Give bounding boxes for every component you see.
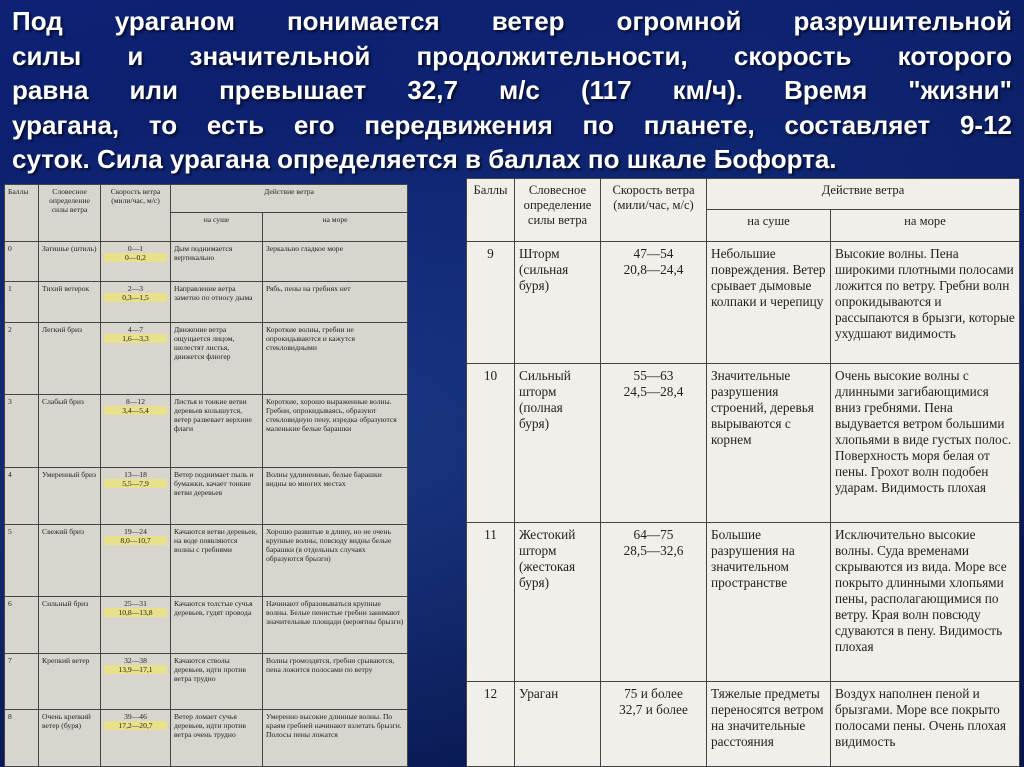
row-sea: Короткие, хорошо выраженные волны. Гребни, опрокидываясь, образуют стекловидную пену, изредка образуются маленькие белые барашки [263, 395, 408, 468]
row-sea: Высокие волны. Пена широкими плотными полосами ложится по ветру. Гребни волн опрокидываются и рассыпаются в брызги, которые ухудшают видимость [831, 241, 1020, 363]
header-points: Баллы [467, 179, 515, 242]
row-points: 2 [5, 322, 39, 395]
speed-ms: 1,6—3,3 [104, 334, 167, 343]
speed-mph: 8—12 [126, 397, 145, 407]
row-land: Направление ветра заметно по относу дыма [171, 282, 263, 323]
row-points: 10 [467, 363, 515, 522]
row-verbal: Сильный бриз [39, 597, 101, 654]
row-points: 7 [5, 653, 39, 710]
heading-line: урагана, то есть его передвижения по планете, составляет 9-12 [12, 109, 1012, 140]
speed-ms: 8,0—10,7 [104, 536, 167, 545]
speed-mph: 0—1 [127, 243, 144, 253]
row-points: 8 [5, 710, 39, 767]
speed-ms: 3,4—5,4 [104, 406, 167, 415]
speed-mph: 2—3 [127, 284, 144, 294]
header-speed: Скорость ветра (мили/час, м/с) [601, 179, 707, 242]
row-land: Тяжелые предметы переносятся ветром на значительные расстояния [707, 682, 831, 767]
speed-mph: 32—38 [124, 655, 147, 665]
row-speed [101, 322, 171, 395]
row-land: Качаются толстые сучья деревьев, гудят провода [171, 597, 263, 654]
row-sea: Зеркально гладкое море [263, 241, 408, 282]
speed-mph: 13—18 [124, 469, 147, 479]
table-row [5, 524, 408, 597]
table-row [467, 363, 1020, 522]
row-points: 11 [467, 522, 515, 681]
row-points: 5 [5, 524, 39, 597]
row-sea: Начинают образовываться крупные волны. Белые пенистые гребни занимают значительные площади (вероятны брызги) [263, 597, 408, 654]
row-speed [101, 467, 171, 524]
row-verbal: Затишье (штиль) [39, 241, 101, 282]
speed-ms: 5,5—7,9 [104, 479, 167, 488]
heading-line: силы и значительной продолжительности, скорость которого [12, 40, 1012, 71]
speed-ms: 13,9—17,1 [104, 665, 167, 674]
row-verbal: Сильный шторм (полная буря) [515, 363, 601, 522]
row-verbal: Ураган [515, 682, 601, 767]
row-land: Большие разрушения на значительном пространстве [707, 522, 831, 681]
row-speed [101, 241, 171, 282]
speed-mph: 64—75 [633, 526, 674, 542]
speed-ms: 10,8—13,8 [104, 608, 167, 617]
row-speed [101, 395, 171, 468]
table-row [5, 710, 408, 767]
table-row [5, 467, 408, 524]
header-land: на суше [707, 210, 831, 241]
row-verbal: Шторм (сильная буря) [515, 241, 601, 363]
beaufort-table-right [466, 178, 1020, 767]
row-points: 3 [5, 395, 39, 468]
row-sea: Воздух наполнен пеной и брызгами. Море все покрыто полосами пены. Очень плохая видимость [831, 682, 1020, 767]
row-verbal: Очень крепкий ветер (буря) [39, 710, 101, 767]
header-speed: Скорость ветра (мили/час, м/с) [101, 185, 171, 242]
row-sea: Короткие волны, гребни не опрокидываются и кажутся стекловидными [263, 322, 408, 395]
row-speed [101, 282, 171, 323]
table-row [467, 682, 1020, 767]
heading-line: равна или превышает 32,7 м/с (117 км/ч). Время "жизни" [12, 75, 1012, 105]
header-action: Действие ветра [707, 179, 1020, 210]
row-verbal: Крепкий ветер [39, 653, 101, 710]
table-row [5, 322, 408, 395]
speed-mph: 47—54 [633, 245, 674, 261]
row-land: Качаются ветви деревьев, на воде появляются волны с гребнями [171, 524, 263, 597]
slide-heading [12, 4, 1012, 177]
speed-ms: 20,8—24,4 [623, 261, 684, 277]
row-verbal: Тихий ветерок [39, 282, 101, 323]
table-row [467, 522, 1020, 681]
row-land: Листья и тонкие ветви деревьев колышутся, ветер развевает верхние флаги [171, 395, 263, 468]
row-land: Движение ветра ощущается лицом, шелестят листья, движется флюгер [171, 322, 263, 395]
speed-mph: 75 и более [624, 686, 683, 702]
row-sea: Умеренно высокие длинные волны. По краям гребней начинают взлетать брызги. Полосы пены ложатся [263, 710, 408, 767]
speed-ms: 0—0,2 [104, 253, 167, 262]
row-speed [601, 363, 707, 522]
row-points: 12 [467, 682, 515, 767]
speed-ms: 32,7 и более [619, 702, 688, 718]
header-points: Баллы [5, 185, 39, 242]
row-land: Ветер поднимает пыль и бумажки, качает тонкие ветви деревьев [171, 467, 263, 524]
row-speed [101, 653, 171, 710]
row-verbal: Жестокий шторм (жестокая буря) [515, 522, 601, 681]
table-row [5, 282, 408, 323]
table-row [5, 653, 408, 710]
row-sea: Волны громоздятся, гребни срываются, пена ложится полосами по ветру [263, 653, 408, 710]
row-land: Небольшие повреждения. Ветер срывает дымовые колпаки и черепицу [707, 241, 831, 363]
row-points: 9 [467, 241, 515, 363]
speed-ms: 24,5—28,4 [623, 383, 684, 399]
header-land: на суше [171, 213, 263, 241]
row-verbal: Легкий бриз [39, 322, 101, 395]
speed-ms: 0,3—1,5 [104, 293, 167, 302]
row-points: 0 [5, 241, 39, 282]
header-verbal: Словесное определение силы ветра [39, 185, 101, 242]
row-speed [601, 522, 707, 681]
header-sea: на море [831, 210, 1020, 241]
row-land: Дым поднимается вертикально [171, 241, 263, 282]
row-speed [101, 524, 171, 597]
table-row [5, 395, 408, 468]
speed-ms: 17,2—20,7 [104, 721, 167, 730]
row-sea: Волны удлиненные, белые барашки видны во многих местах [263, 467, 408, 524]
row-verbal: Умеренный бриз [39, 467, 101, 524]
row-points: 1 [5, 282, 39, 323]
row-sea: Очень высокие волны с длинными загибающимися вниз гребнями. Пена выдувается ветром большими хлопьями в виде густых полос. Поверхность моря белая от пены. Грохот волн подобен ударам. Видимость плохая [831, 363, 1020, 522]
row-speed [601, 241, 707, 363]
speed-mph: 39—46 [124, 712, 147, 722]
row-sea: Исключительно высокие волны. Суда временами скрываются из вида. Море все покрыто длинными хлопьями пены, располагающимися по ветру. Края волн повсюду сдуваются в пену. Видимость плохая [831, 522, 1020, 681]
beaufort-table-left [4, 184, 408, 767]
speed-ms: 28,5—32,6 [623, 542, 684, 558]
row-speed [101, 597, 171, 654]
header-verbal: Словесное определение силы ветра [515, 179, 601, 242]
row-land: Значительные разрушения строений, деревья вырываются с корнем [707, 363, 831, 522]
speed-mph: 19—24 [124, 526, 147, 536]
row-points: 6 [5, 597, 39, 654]
row-land: Ветер ломает сучья деревьев, идти против ветра очень трудно [171, 710, 263, 767]
header-sea: на море [263, 213, 408, 241]
table-row [5, 597, 408, 654]
row-speed [601, 682, 707, 767]
heading-line: суток. Сила урагана определяется в баллах по шкале Бофорта. [12, 144, 837, 174]
heading-line: Под ураганом понимается ветер огромной разрушительной [12, 6, 1012, 36]
row-points: 4 [5, 467, 39, 524]
row-sea: Рябь, пены на гребнях нет [263, 282, 408, 323]
table-row [467, 241, 1020, 363]
row-verbal: Свежий бриз [39, 524, 101, 597]
row-sea: Хорошо развитые в длину, но не очень крупные волны, повсюду видны белые барашки (в отдельных случаях образуются брызги) [263, 524, 408, 597]
speed-mph: 25—31 [124, 599, 147, 609]
table-row [5, 241, 408, 282]
speed-mph: 55—63 [633, 367, 674, 383]
row-verbal: Слабый бриз [39, 395, 101, 468]
header-action: Действие ветра [171, 185, 408, 213]
row-land: Качаются стволы деревьев, идти против ветра трудно [171, 653, 263, 710]
row-speed [101, 710, 171, 767]
speed-mph: 4—7 [127, 324, 144, 334]
